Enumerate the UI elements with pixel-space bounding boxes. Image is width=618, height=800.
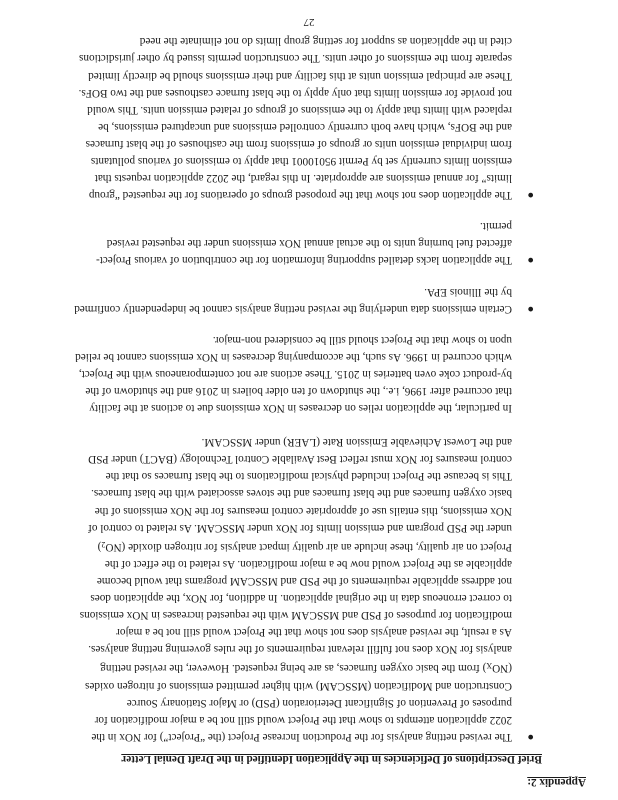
bullet-paragraph: The application does not show that the proposed groups of operations for the requested “group limits” for annual emissions are appropriate. In this regard, the 2022 application requests that emission limits currently set by Permit 95010001 that apply to emissions of various pollutants from individual emission units or groups of emissions from the casthouses of the blast furnaces and the BOFs, which have both currently controlled emissions and uncaptured emissions, be replaced with limits that apply to the emissions of groups of related emission units. This would not provide for emission limits that only apply to the blast furnace casthouses and the two BOFs. These are principal emission units at this facility and their emissions should be directly limited separate from the emissions of other units. The construction permits issued by other jurisdictions cited in the application as support for setting group limits do not eliminate the need [78, 35, 512, 202]
document-body [74, 18, 586, 790]
bullet-paragraph [74, 433, 512, 745]
list-item [74, 32, 534, 203]
paragraph-text: ) from the basic oxygen furnaces, as are being requested. However, the revised netting analysis for NOx does not fulfill relevant requirements of the rules governing netting analyses. As a result, the revised analysis does not show that the Project would still not be a major modification for purposes of PSD and MSSCAM with the requested increases in NOx emissions to correct erroneous data in the original application. In addition, for NOx, the application does not address applicable requirements of the PSD and MSSCAM programs that would become applicable as the Project would now be a major modification. As related to the effect of the Project on air quality, these include an air quality impact analysis for nitrogen dioxide (NO [79, 540, 512, 675]
bullet-icon: ● [527, 254, 534, 267]
list-item [74, 282, 534, 316]
list-item [74, 331, 534, 745]
bullet-paragraph: In particular, the application relies on decreases in NOx emissions due to actions at the facility that occurred after 1996, i.e., the shutdown of ten older boilers in 2016 and the shutdown of the by-product coke oven batteries in 2015. These actions are not contemporaneous with the Project, which occurred in 1996. As such, the accompanying decreases in NOx emissions cannot be relied upon to show that the Project should still be considered non-major. [75, 333, 512, 415]
subscript-text: 2 [101, 539, 106, 549]
list-item [74, 217, 534, 268]
bullet-icon: ● [527, 730, 534, 743]
paragraph-text: The revised netting analysis for the Production Increase Project (the “Project”) for NOx in the 2022 application attempts to show that the Project would still not be a major modification for purposes of Prevention of Significant Deterioration (PSD) or Major Stationary Source Construction and Modification (MSSCAM) with higher permitted emissions of nitrogen oxides (NO [85, 662, 512, 743]
bullet-paragraph: Certain emissions data underlying the revised netting analysis cannot be independently confirmed by the Illinois EPA. [74, 285, 512, 315]
bullet-paragraph: The application lacks detailed supporting information for the contribution of various Project-affected fuel burning units to the actual annual NOx emissions under the requested revised permit. [95, 220, 512, 267]
page-number: 27 [303, 16, 315, 28]
deficiency-list [74, 32, 534, 745]
section-subtitle: Brief Descriptions of Deficiencies in the Application Identified in the Draft Denial Letter [121, 752, 542, 765]
bullet-icon: ● [527, 302, 534, 315]
bullet-icon: ● [527, 189, 534, 202]
paragraph-text: ) under the PSD program and emission limits for NOx under MSSCAM. As related to control of NOx emissions, this entails use of appropriate control measures for the NOx emissions of the basic oxygen furnaces and the blast furnaces and the stoves associated with the blast furnaces. This is because the Project included physical modifications to the blast furnaces so that the control measures for NOx must reflect Best Available Control Technology (BACT) under PSD and the Lowest Achievable Emission Rate (LAER) under MSSCAM. [88, 436, 512, 553]
subscript-text: X [486, 661, 493, 671]
appendix-title: Appendix 2: [527, 776, 586, 788]
